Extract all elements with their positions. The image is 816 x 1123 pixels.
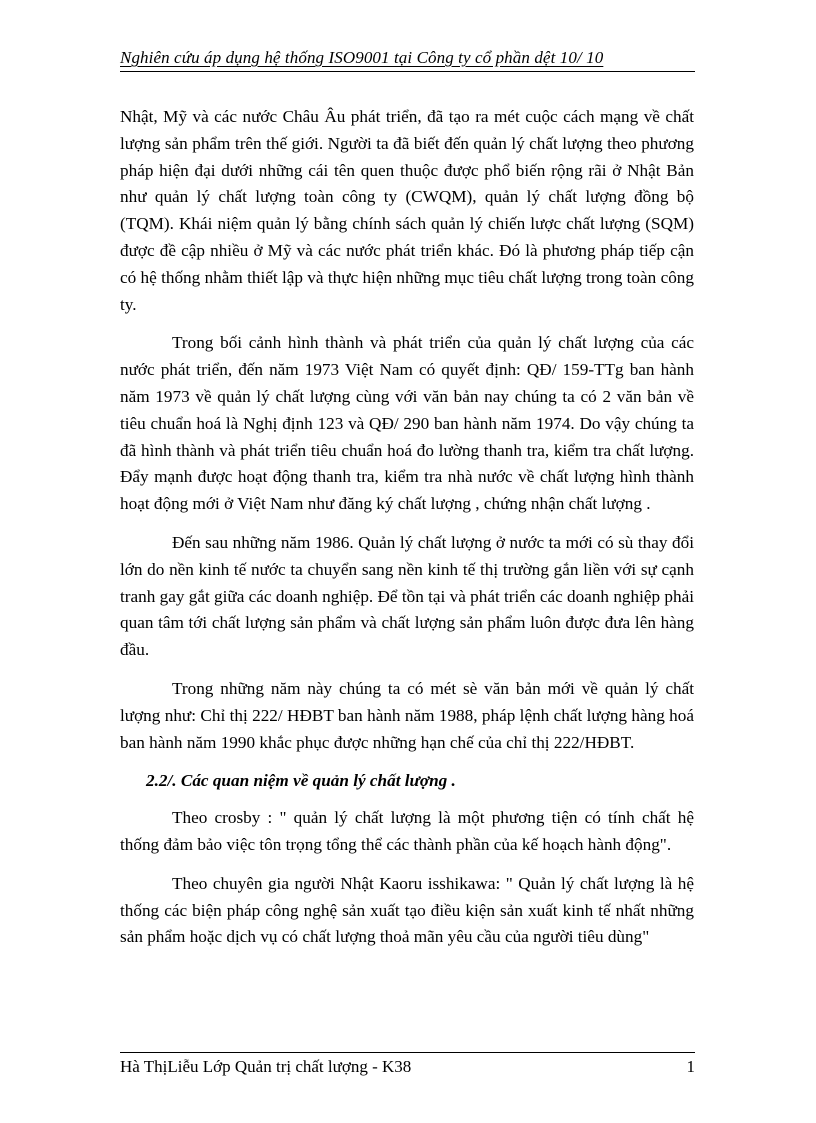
paragraph: Trong những năm này chúng ta có mét sè văn bản mới về quản lý chất lượng như: Chỉ thị 222/ HĐBT ban hành năm 1988, pháp lệnh chất lượng hàng hoá ban hành năm 1990 khắc phục được những hạn chế của chỉ thị 222/HĐBT. xyxy=(120,678,694,752)
page-number: 1 xyxy=(686,1057,695,1076)
paragraph-continuation: Nhật, Mỹ và các nước Châu Âu phát triển, đã tạo ra mét cuộc cách mạng về chất lượng sản phẩm trên thế giới. Người ta đã biết đến quản lý chất lượng theo phương pháp hiện đại dưới những cái tên quen thuộc được phổ biến rộng rãi ở Nhật Bản như quản lý chất lượng toàn công ty (CWQM), quản lý chất lượng đồng bộ (TQM). Khái niệm quản lý bằng chính sách quản lý chiến lược chất lượng (SQM) được đề cập nhiều ở Mỹ và các nước phát triển khác. Đó là phương pháp tiếp cận có hệ thống nhằm thiết lập và thực hiện những mục tiêu chất lượng trong toàn công ty. xyxy=(120,107,694,314)
paragraph: Theo chuyên gia người Nhật Kaoru isshikawa: " Quản lý chất lượng là hệ thống các biện pháp công nghệ sản xuất tạo điều kiện sản xuất kinh tế nhất những sản phẩm hoặc dịch vụ có chất lượng thoả mãn yêu cầu của người tiêu dùng" xyxy=(120,873,694,947)
running-header xyxy=(120,48,695,72)
paragraph: Đến sau những năm 1986. Quản lý chất lượng ở nước ta mới có sù thay đổi lớn do nền kinh tế nước ta chuyển sang nền kinh tế thị trường gắn liền với sự cạnh tranh gay gắt giữa các doanh nghiệp. Để tồn tại và phát triển các doanh nghiệp phải quan tâm tới chất lượng sản phẩm và chất lượng sản phẩm luôn được đưa lên hàng đầu. xyxy=(120,532,694,660)
section-heading: 2.2/. Các quan niệm về quản lý chất lượng . xyxy=(146,771,456,791)
document-body xyxy=(120,104,694,963)
footer-divider xyxy=(120,1052,695,1053)
paragraph: Theo crosby : " quản lý chất lượng là một phương tiện có tính chất hệ thống đảm bảo việc tôn trọng tổng thể các thành phần của kế hoạch hành động". xyxy=(120,808,694,854)
footer-author: Hà ThịLiễu Lớp Quản trị chất lượng - K38 xyxy=(120,1057,412,1076)
paragraph: Trong bối cảnh hình thành và phát triển của quản lý chất lượng của các nước phát triển, đến năm 1973 Việt Nam có quyết định: QĐ/ 159-TTg ban hành năm 1973 về quản lý chất lượng cùng với văn bản nay chúng ta có 2 văn bản về tiêu chuẩn hoá là Nghị định 123 và QĐ/ 290 ban hành năm 1974. Do vậy chúng ta đã hình thành và phát triển tiêu chuẩn hoá đo lường thanh tra, kiểm tra chất lượng. Đẩy mạnh được hoạt động thanh tra, kiểm tra nhà nước về chất lượng hình thành hoạt động mới ở Việt Nam như đăng ký chất lượng , chứng nhận chất lượng . xyxy=(120,333,694,514)
header-title: Nghiên cứu áp dụng hệ thống ISO9001 tại Công ty cổ phần dệt 10/ 10 xyxy=(120,48,604,67)
